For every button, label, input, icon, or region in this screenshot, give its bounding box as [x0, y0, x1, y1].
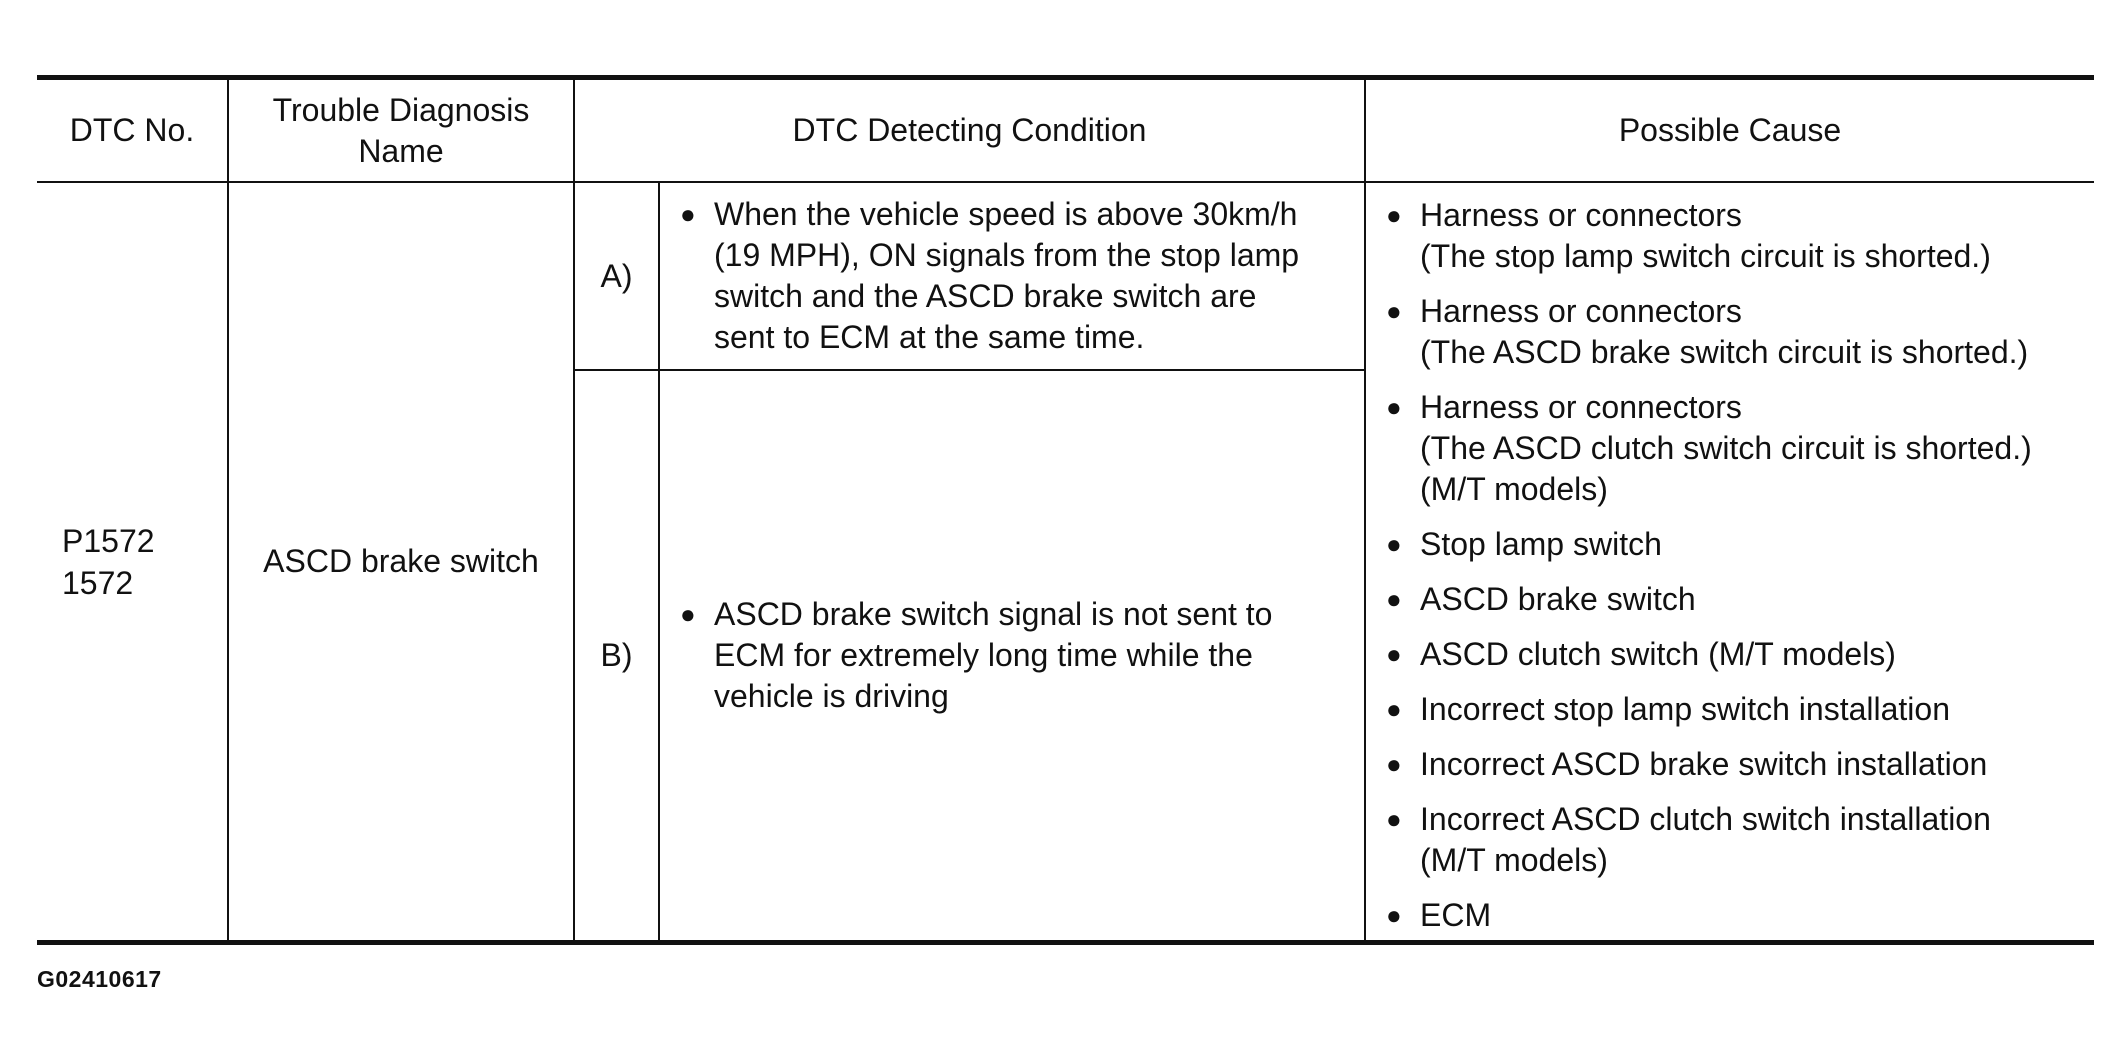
bullet-icon: ●	[1386, 804, 1402, 834]
header-dtc-no: DTC No.	[37, 78, 228, 183]
condition-line: sent to ECM at the same time.	[714, 319, 1145, 355]
cause-item	[1386, 689, 2094, 730]
cause-line: (M/T models)	[1420, 842, 1608, 878]
dtc-table	[37, 75, 2094, 945]
header-trouble-name-line1: Trouble Diagnosis	[272, 91, 530, 128]
bullet-icon: ●	[680, 199, 696, 229]
figure-id: G02410617	[37, 966, 162, 992]
cause-item	[1386, 634, 2094, 675]
condition-line: ECM for extremely long time while the	[714, 637, 1253, 673]
cause-item	[1386, 895, 2094, 936]
bullet-icon: ●	[1386, 392, 1402, 422]
cause-line: Harness or connectors	[1420, 293, 1742, 329]
cause-line: Incorrect ASCD clutch switch installation	[1420, 801, 1991, 837]
bullet-icon: ●	[1386, 749, 1402, 779]
cause-item	[1386, 291, 2094, 373]
cause-line: Incorrect ASCD brake switch installation	[1420, 746, 1988, 782]
header-detecting-condition: DTC Detecting Condition	[574, 78, 1365, 183]
cause-item	[1386, 195, 2094, 277]
header-trouble-name	[228, 78, 574, 183]
cause-item	[1386, 799, 2094, 881]
bullet-icon: ●	[680, 599, 696, 629]
cause-line: (The ASCD clutch switch circuit is shorted.)	[1420, 430, 2032, 466]
bullet-icon: ●	[1386, 584, 1402, 614]
header-row	[37, 78, 2094, 183]
bullet-icon: ●	[1386, 639, 1402, 669]
cause-line: (The stop lamp switch circuit is shorted.)	[1420, 238, 1991, 274]
dtc-code: 1572	[62, 564, 134, 601]
header-possible-cause: Possible Cause	[1365, 78, 2094, 183]
possible-cause-cell	[1365, 182, 2094, 943]
bullet-icon: ●	[1386, 900, 1402, 930]
condition-line: (19 MPH), ON signals from the stop lamp	[714, 237, 1300, 273]
cause-line: Harness or connectors	[1420, 197, 1742, 233]
condition-line: vehicle is driving	[714, 678, 949, 714]
cause-line: Harness or connectors	[1420, 389, 1742, 425]
condition-cell	[659, 370, 1365, 943]
trouble-name-cell: ASCD brake switch	[228, 182, 574, 943]
bullet-icon: ●	[1386, 529, 1402, 559]
condition-line: switch and the ASCD brake switch are	[714, 278, 1257, 314]
condition-cell	[659, 182, 1365, 370]
cause-item	[1386, 579, 2094, 620]
cause-line: Stop lamp switch	[1420, 526, 1662, 562]
bullet-icon: ●	[1386, 296, 1402, 326]
cause-item	[1386, 387, 2094, 510]
header-trouble-name-line2: Name	[358, 132, 444, 169]
dtc-code-cell	[37, 182, 228, 943]
condition-item	[680, 594, 1354, 717]
table-row	[37, 182, 2094, 370]
cause-line: Incorrect stop lamp switch installation	[1420, 691, 1950, 727]
cause-line: (M/T models)	[1420, 471, 1608, 507]
bullet-icon: ●	[1386, 694, 1402, 724]
cause-line: (The ASCD brake switch circuit is shorted.)	[1420, 334, 2029, 370]
cause-line: ASCD clutch switch (M/T models)	[1420, 636, 1896, 672]
condition-line: When the vehicle speed is above 30km/h	[714, 196, 1298, 232]
condition-letter: A)	[574, 182, 659, 370]
condition-line: ASCD brake switch signal is not sent to	[714, 596, 1273, 632]
condition-letter: B)	[574, 370, 659, 943]
cause-item	[1386, 744, 2094, 785]
cause-line: ECM	[1420, 897, 1492, 933]
dtc-code: P1572	[62, 522, 155, 559]
cause-line: ASCD brake switch	[1420, 581, 1696, 617]
condition-item	[680, 194, 1354, 358]
cause-item	[1386, 524, 2094, 565]
bullet-icon: ●	[1386, 200, 1402, 230]
